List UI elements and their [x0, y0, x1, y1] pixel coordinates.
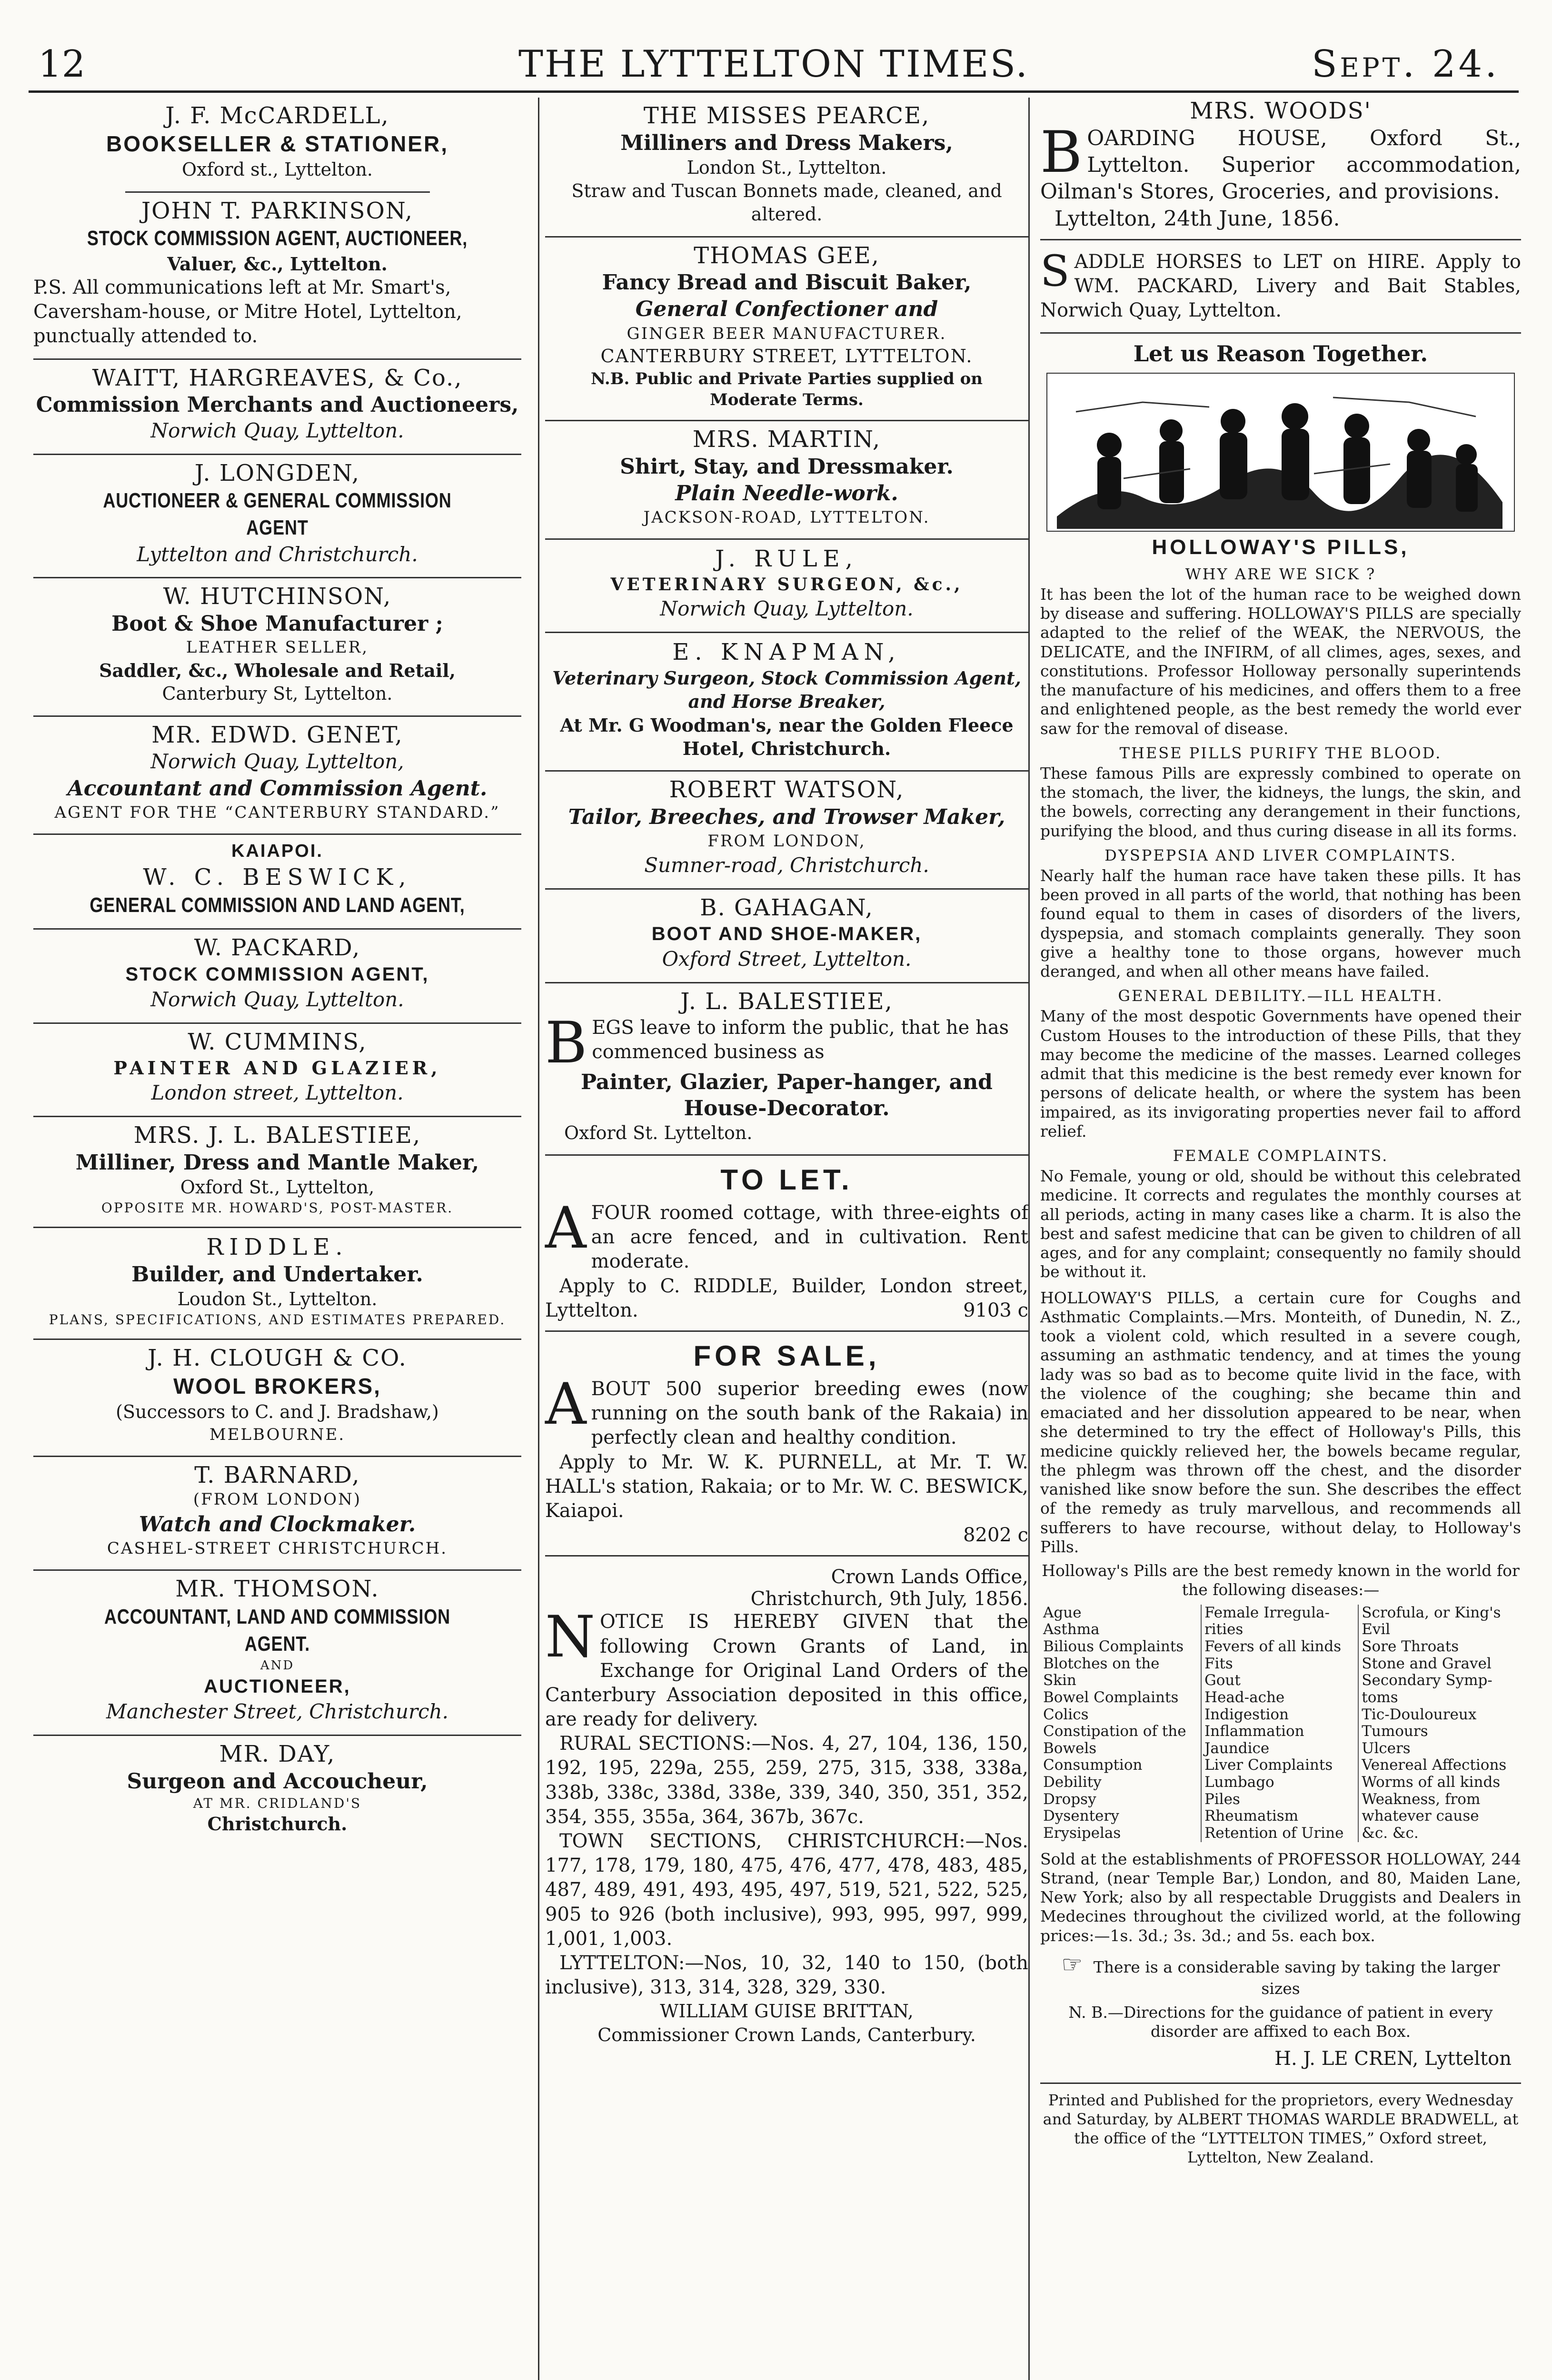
ad-address: CASHEL-STREET CHRISTCHURCH. — [107, 1539, 448, 1558]
ad-name: J. LONGDEN, — [194, 459, 360, 486]
ad-address: JACKSON-ROAD, LYTTELTON. — [643, 507, 930, 527]
ad-name: MR. DAY, — [219, 1740, 336, 1767]
disease-cell: Jaundice — [1201, 1740, 1358, 1757]
ad-line: (Successors to C. and J. Bradshaw,) — [116, 1401, 439, 1423]
ad-to-let — [545, 1156, 1028, 1330]
ad-trade: AUCTIONEER & GENERAL COMMISSION AGENT — [103, 489, 452, 540]
ad-name: W. PACKARD, — [194, 934, 361, 962]
ad-trade: Fancy Bread and Biscuit Baker, — [602, 270, 972, 295]
ad-line: Saddler, &c., Wholesale and Retail, — [99, 659, 456, 681]
section-text: Many of the most despotic Governments have opened their Custom Houses to the introduction of these Pills, that they may become the medicine of the masses. Learned colleges admit that this medicine is the best remedy ever known for persons of delicate health, or where the system has been impaired, as its invigorating properties never fail to afford relief. — [1040, 1007, 1521, 1140]
disease-cell: Erysipelas — [1040, 1825, 1201, 1842]
ad-trade: WOOL BROKERS, — [173, 1373, 381, 1398]
disease-row — [1040, 1740, 1521, 1757]
ad-ref: 9103 c — [963, 1299, 1028, 1321]
ad-rule — [545, 540, 1028, 632]
column-2 — [538, 98, 1028, 2380]
section-text: No Female, young or old, should be without this celebrated medicine. It corrects and regulates the monthly courses at all periods, acting in many cases like a charm. It is also the best and safest medicine that can be given to children of all ages, and for any complaint; consequently no family should be without it. — [1040, 1167, 1521, 1281]
ad-address: Loudon St., Lyttelton. — [177, 1288, 378, 1309]
ad-body: FOUR roomed cottage, with three-eights of an acre fenced, and in cultivation. Rent moderate. — [591, 1202, 1028, 1273]
disease-cell: Secondary Symp- — [1362, 1672, 1492, 1689]
notice-rural: RURAL SECTIONS:—Nos. 4, 27, 104, 136, 150, 192, 195, 229a, 255, 259, 275, 315, 338, 338a, 338b, 338c, 338d, 338e, 339, 340, 350, 351, 352, 354, 355, 355a, 364, 367b, 367c. — [545, 1733, 1028, 1828]
nb-note: N. B.—Directions for the guidance of patient in every disorder are affixed to each Box. — [1068, 2003, 1493, 2041]
ad-name: J. RULE, — [715, 545, 858, 572]
ad-heading: FOR SALE, — [693, 1340, 880, 1372]
disease-row — [1040, 1808, 1521, 1825]
ad-gee — [545, 238, 1028, 420]
ad-waitt — [33, 360, 521, 454]
ad-trade: Boot & Shoe Manufacturer ; — [111, 611, 443, 636]
ad-trade: Milliner, Dress and Mantle Maker, — [75, 1150, 479, 1175]
ad-name: THOMAS GEE, — [694, 242, 880, 269]
divider — [1040, 332, 1521, 334]
disease-row — [1040, 1774, 1521, 1791]
ad-line: AT MR. CRIDLAND'S — [193, 1795, 362, 1811]
ad-ref: 8202 c — [963, 1524, 1028, 1547]
ad-heading: TO LET. — [720, 1164, 853, 1196]
ad-cummins — [33, 1024, 521, 1116]
ad-address: Norwich Quay, Lyttelton. — [660, 597, 914, 621]
ad-barnard — [33, 1457, 521, 1570]
ad-woods — [1040, 98, 1521, 239]
ad-thomson — [33, 1571, 521, 1735]
disease-cell: Consumption — [1040, 1757, 1201, 1774]
disease-cell: Retention of Urine — [1201, 1825, 1358, 1842]
ad-name: W. CUMMINS, — [188, 1028, 367, 1055]
agent-name: H. J. LE CREN, Lyttelton — [1274, 2047, 1512, 2070]
ad-trade: Commission Merchants and Auctioneers, — [36, 393, 519, 417]
ad-line: PLANS, SPECIFICATIONS, AND ESTIMATES PREPARED. — [49, 1312, 506, 1328]
disease-cell: Worms of all kinds — [1362, 1774, 1501, 1791]
ad-trade: GENERAL COMMISSION AND LAND AGENT, — [90, 893, 465, 917]
disease-cell: Sore Throats — [1362, 1637, 1459, 1655]
disease-cell: Evil — [1362, 1621, 1391, 1638]
diseases-table — [1040, 1605, 1521, 1842]
disease-cell: Asthma — [1040, 1621, 1201, 1638]
ad-trade: Tailor, Breeches, and Trowser Maker, — [568, 805, 1005, 830]
ad-trade: BOOT AND SHOE-MAKER, — [651, 923, 922, 945]
notice-crown-lands — [545, 1557, 1028, 2052]
notice-body: OTICE IS HEREBY GIVEN that the following Crown Grants of Land, in Exchange for Original Land Orders of the Canterbury Association deposited in this office, are ready for delivery. — [545, 1611, 1028, 1731]
ad-address: Norwich Quay, Lyttelton, — [150, 750, 404, 774]
disease-cell: whatever cause — [1362, 1807, 1479, 1825]
ad-trade: VETERINARY SURGEON, &c., — [610, 574, 963, 595]
disease-cell: Rheumatism — [1201, 1808, 1358, 1825]
ad-name: RIDDLE. — [206, 1233, 348, 1260]
ad-trade: BOOKSELLER & STATIONER, — [106, 131, 448, 156]
ad-trade: Builder, and Undertaker. — [131, 1262, 423, 1287]
ad-line: (FROM LONDON) — [193, 1490, 362, 1509]
notice-date: Christchurch, 9th July, 1856. — [750, 1588, 1028, 1610]
ad-address: Norwich Quay, Lyttelton. — [150, 419, 404, 443]
drop-cap: B — [1040, 119, 1083, 186]
section-text: These famous Pills are expressly combined to operate on the stomach, the liver, the kidneys, the lungs, the skin, and the bowels, correcting any derangement in their functions, purifying the blood, and thus curing disease in all its forms. — [1040, 764, 1521, 840]
drop-cap: A — [545, 1195, 587, 1262]
disease-cell: Fits — [1201, 1656, 1358, 1673]
ad-balestiee — [545, 983, 1028, 1154]
disease-cell: Tic-Douloureux — [1362, 1706, 1477, 1723]
disease-row — [1040, 1638, 1521, 1656]
ad-name: WAITT, HARGREAVES, & Co., — [92, 364, 463, 391]
ad-address: Lyttelton and Christchurch. — [137, 542, 418, 566]
ad-body: EGS leave to inform the public, that he has commenced business as — [592, 1016, 1009, 1063]
ad-name: MR. EDWD. GENET, — [151, 721, 403, 748]
ad-clough — [33, 1340, 521, 1456]
ad-address: Christchurch. — [207, 1813, 348, 1835]
diseases-intro: Holloway's Pills are the best remedy known in the world for the following diseases:— — [1042, 1561, 1520, 1599]
section-heading: WHY ARE WE SICK ? — [1185, 565, 1376, 583]
notice-lyttelton: LYTTELTON:—Nos, 10, 32, 140 to 150, (both inclusive), 313, 314, 328, 329, 330. — [545, 1952, 1028, 1999]
disease-cell: Colics — [1040, 1706, 1201, 1724]
pointing-hand-icon: ☞ — [1061, 1950, 1083, 1978]
disease-cell: Scrofula, or King's — [1362, 1604, 1501, 1621]
disease-cell: Gout — [1201, 1672, 1358, 1689]
ad-address: MELBOURNE. — [209, 1425, 346, 1444]
ad-line: AGENT FOR THE “CANTERBURY STANDARD.” — [54, 803, 500, 822]
ad-martin — [545, 421, 1028, 538]
disease-cell: Lumbago — [1201, 1774, 1358, 1791]
ad-trade-2: Plain Needle-work. — [675, 481, 898, 506]
disease-row — [1040, 1706, 1521, 1724]
drop-cap: N — [545, 1604, 595, 1671]
ad-trade: Surgeon and Accoucheur, — [127, 1769, 428, 1794]
ad-trade-2: General Confectioner and — [635, 297, 938, 322]
ad-name: J. L. BALESTIEE, — [680, 988, 893, 1015]
ad-address: At Mr. G Woodman's, near the Golden Fleece Hotel, Christchurch. — [560, 714, 1014, 760]
notice-title: Commissioner Crown Lands, Canterbury. — [597, 2024, 976, 2045]
ad-trade-2: AUCTIONEER, — [204, 1676, 351, 1697]
disease-cell: Stone and Gravel — [1362, 1655, 1492, 1672]
ad-for-sale — [545, 1332, 1028, 1555]
disease-cell: Debility — [1040, 1774, 1201, 1791]
ad-subtrade: LEATHER SELLER, — [186, 637, 369, 657]
ad-name: W. HUTCHINSON, — [163, 583, 392, 610]
masthead — [29, 33, 1519, 93]
ad-trade: Milliners and Dress Makers, — [620, 130, 953, 155]
section-heading: DYSPEPSIA AND LIVER COMPLAINTS. — [1104, 846, 1457, 864]
disease-cell: Fevers of all kinds — [1201, 1638, 1358, 1656]
disease-cell: Piles — [1201, 1791, 1358, 1808]
ad-address: Sumner-road, Christchurch. — [644, 853, 929, 877]
disease-row — [1040, 1656, 1521, 1673]
ad-address: London St., Lyttelton. — [686, 157, 887, 178]
notice-signature: WILLIAM GUISE BRITTAN, — [660, 2001, 914, 2022]
ad-name: T. BARNARD, — [194, 1461, 360, 1488]
ad-mrs-balestiee — [33, 1117, 521, 1227]
ad-parkinson — [33, 193, 521, 358]
ad-trade: ACCOUNTANT, LAND AND COMMISSION AGENT. — [104, 1605, 450, 1656]
disease-row — [1040, 1825, 1521, 1842]
testimonial-text: HOLLOWAY'S PILLS, a certain cure for Coughs and Asthmatic Complaints.—Mrs. Monteith, of Dunedin, N. Z., took a violent cold, which resulted in a severe cough, assuming an asthmatic tendency, and at times the young lady was so bad as to become quite livid in the face, with the violence of the coughing; she became thin and emaciated and her dissolution appeared to be near, when she determined to try the effect of Holloway's Pills, this medicine quickly relieved her, the bowels became regular, the phlegm was thrown off the chest, and the disorder vanished like snow before the sun. She describes the effect of the remedy as truly marvellous, and recommends all sufferers to have recourse, without delay, to Holloway's Pills. — [1040, 1288, 1521, 1556]
newspaper-title: THE LYTTELTON TIMES. — [518, 43, 1029, 86]
disease-cell: toms — [1362, 1688, 1398, 1706]
holloway-title: HOLLOWAY'S PILLS, — [1152, 535, 1410, 559]
ad-genet — [33, 717, 521, 833]
ad-body: OARDING HOUSE, Oxford St., Lyttelton. Superior accommodation, Oilman's Stores, Groceries, and provisions. — [1040, 126, 1521, 204]
ad-trade: Painter, Glazier, Paper-hanger, and House-Decorator. — [581, 1070, 993, 1121]
ad-address: CANTERBURY STREET, LYTTELTON. — [600, 346, 973, 367]
ad-line: OPPOSITE MR. HOWARD'S, POST-MASTER. — [101, 1200, 454, 1216]
notice-town: TOWN SECTIONS, CHRISTCHURCH:—Nos. 177, 178, 179, 180, 475, 476, 477, 478, 483, 485, 487, 489, 491, 493, 495, 497, 519, 521, 522, 525, 905 to 926 (both inclusive), 993, 995, 997, 999, 1,001, 1,003. — [545, 1830, 1028, 1950]
ad-trade: Watch and Clockmaker. — [139, 1512, 416, 1537]
disease-cell: Tumours — [1362, 1723, 1428, 1740]
ad-name: MRS. WOODS' — [1190, 98, 1372, 124]
ad-name: JOHN T. PARKINSON, — [141, 197, 414, 224]
ad-address: Oxford Street, Lyttelton. — [662, 947, 912, 971]
section-heading: THESE PILLS PURIFY THE BLOOD. — [1119, 744, 1442, 762]
disease-cell: rities — [1201, 1621, 1358, 1638]
ad-name: E. KNAPMAN, — [672, 639, 901, 666]
ad-mccardell — [33, 98, 521, 191]
ad-knapman — [545, 633, 1028, 770]
ad-body: BOUT 500 superior breeding ewes (now running on the south bank of the Rakaia) in perfectly clean and healthy condition. — [591, 1378, 1028, 1449]
disease-cell: Ague — [1040, 1605, 1201, 1622]
notice-office: Crown Lands Office, — [831, 1566, 1028, 1588]
disease-cell: Bowel Complaints — [1040, 1689, 1201, 1706]
drop-cap: S — [1040, 246, 1070, 296]
disease-row — [1040, 1689, 1521, 1706]
ad-line: FROM LONDON, — [707, 832, 866, 851]
ad-packard — [33, 930, 521, 1022]
ad-pearce — [545, 98, 1028, 236]
ad-name: W. C. BESWICK, — [143, 864, 412, 891]
disease-cell: Liver Complaints — [1201, 1757, 1358, 1774]
disease-row — [1040, 1672, 1521, 1689]
disease-cell: Venereal Affections — [1362, 1756, 1507, 1774]
ad-address: Oxford St., Lyttelton, — [180, 1176, 375, 1198]
ad-trade: STOCK COMMISSION AGENT, — [125, 963, 429, 985]
ad-holloway — [1040, 340, 1521, 2071]
column-3 — [1028, 98, 1521, 2380]
disease-cell: Blotches on the — [1040, 1656, 1201, 1673]
ad-beswick — [33, 835, 521, 929]
drop-cap: A — [545, 1371, 587, 1438]
ad-day — [33, 1736, 521, 1845]
ad-watson — [545, 772, 1028, 888]
disease-cell: &c. &c. — [1362, 1824, 1419, 1842]
holloway-slogan: Let us Reason Together. — [1133, 341, 1428, 367]
sales-text: Sold at the establishments of PROFESSOR HOLLOWAY, 244 Strand, (near Temple Bar,) London, and 80, Maiden Lane, New York; also by all respectable Druggists and Dealers in Medecines throughout the civilized world, at the following prices:—1s. 3d.; 3s. 3d.; and 5s. each box. — [1040, 1849, 1521, 1945]
ad-gahagan — [545, 890, 1028, 982]
ad-address: Oxford St. Lyttelton. — [564, 1122, 753, 1143]
saving-note: There is a considerable saving by taking the larger sizes — [1093, 1957, 1500, 1998]
ad-address: Oxford st., Lyttelton. — [181, 159, 373, 180]
disease-cell: Head-ache — [1201, 1689, 1358, 1706]
holloway-illustration — [1046, 373, 1515, 532]
disease-row — [1040, 1757, 1521, 1774]
ad-name: B. GAHAGAN, — [700, 894, 874, 921]
ad-address: Manchester Street, Christchurch. — [106, 1700, 448, 1724]
disease-cell: Female Irregula- — [1201, 1605, 1358, 1622]
ad-saddle-horses — [1040, 240, 1521, 333]
section-text: Nearly half the human race have taken these pills. It has been proved in all parts of the world, that nothing has been found equal to them in cases of disorders of the livers, dyspepsia, and stomach complaints generally. They soon give a healthy tone to those organs, however much deranged, and when all other means have failed. — [1040, 866, 1521, 981]
ad-line: Straw and Tuscan Bonnets made, cleaned, and altered. — [571, 180, 1002, 225]
ad-date: Lyttelton, 24th June, 1856. — [1055, 206, 1340, 231]
section-heading: GENERAL DEBILITY.—ILL HEALTH. — [1118, 987, 1443, 1005]
printer-imprint: Printed and Published for the proprietors, every Wednesday and Saturday, by ALBERT THOMAS WARDLE BRADWELL, at the office of the “LYTTELTON TIMES,” Oxford street, Lyttelton, New Zealand. — [1040, 2082, 1521, 2167]
disease-cell: Bilious Complaints — [1040, 1638, 1201, 1656]
ad-trade: STOCK COMMISSION AGENT, AUCTIONEER, — [87, 227, 468, 250]
drop-cap: B — [545, 1010, 587, 1076]
ad-address: Canterbury St, Lyttelton. — [162, 683, 393, 704]
page-number: 12 — [38, 43, 86, 86]
ad-note: N.B. Public and Private Parties supplied on Moderate Terms. — [590, 369, 983, 410]
disease-row — [1040, 1605, 1521, 1622]
ad-address: London street, Lyttelton. — [151, 1081, 404, 1105]
ad-trade: Accountant and Commission Agent. — [67, 776, 487, 801]
illustration-crowd — [1047, 374, 1512, 529]
ad-trade: Veterinary Surgeon, Stock Commission Agent, — [552, 667, 1021, 689]
disease-cell: Dysentery — [1040, 1808, 1201, 1825]
ad-name: MRS. MARTIN, — [692, 426, 881, 453]
issue-date: Sept. 24. — [1312, 43, 1500, 86]
disease-cell: Ulcers — [1362, 1739, 1411, 1757]
ad-trade-2: and Horse Breaker, — [688, 691, 885, 713]
ad-line: AND — [260, 1658, 295, 1673]
ad-hutchinson — [33, 578, 521, 715]
ad-name: J. H. CLOUGH & CO. — [148, 1345, 407, 1372]
section-text: It has been the lot of the human race to be weighed down by disease and suffering. HOLLOWAY'S PILLS are specially adapted to the relief of the WEAK, the NERVOUS, the DELICATE, and the INFIRM, of all climes, ages, sexes, and constitutions. Professor Holloway personally superintends the manufacture of his medicines, and offers them to a free and enlightened people, as the best remedy the world ever saw for the removal of disease. — [1040, 585, 1521, 738]
ad-riddle — [33, 1228, 521, 1339]
ad-name: J. F. McCARDELL, — [165, 102, 389, 129]
ad-name: THE MISSES PEARCE, — [643, 102, 930, 129]
ad-apply: Apply to C. RIDDLE, Builder, London street, Lyttelton. — [545, 1275, 1028, 1321]
ad-body: ADDLE HORSES to LET on HIRE. Apply to WM. PACKARD, Livery and Bait Stables, Norwich Quay, Lyttelton. — [1040, 250, 1521, 322]
ad-trade: Shirt, Stay, and Dressmaker. — [620, 454, 954, 479]
disease-cell: Inflammation — [1201, 1723, 1358, 1740]
ad-name: MR. THOMSON. — [175, 1576, 379, 1603]
disease-cell: Indigestion — [1201, 1706, 1358, 1724]
ad-address: Norwich Quay, Lyttelton. — [150, 987, 404, 1011]
column-1 — [33, 98, 521, 2380]
ad-apply: Apply to Mr. W. K. PURNELL, at Mr. T. W. HALL's station, Rakaia; or to Mr. W. C. BESWICK, Kaiapoi. — [545, 1451, 1028, 1522]
ad-longden — [33, 455, 521, 577]
disease-row — [1040, 1791, 1521, 1808]
ad-name: MRS. J. L. BALESTIEE, — [133, 1122, 421, 1149]
ad-name: ROBERT WATSON, — [669, 776, 905, 803]
disease-cell: Weakness, from — [1362, 1790, 1481, 1808]
ad-trade: PAINTER AND GLAZIER, — [113, 1057, 441, 1079]
ad-note: P.S. All communications left at Mr. Smart's, Caversham-house, or Mitre Hotel, Lyttelton, punctually attended to. — [33, 276, 462, 347]
ad-place: KAIAPOI. — [231, 841, 323, 861]
disease-cell: Constipation of the — [1040, 1723, 1201, 1740]
disease-cell: Bowels — [1040, 1740, 1201, 1757]
disease-row — [1040, 1621, 1521, 1638]
ad-line: GINGER BEER MANUFACTURER. — [627, 324, 947, 343]
disease-row — [1040, 1723, 1521, 1740]
disease-cell: Skin — [1040, 1672, 1201, 1689]
disease-cell: Dropsy — [1040, 1791, 1201, 1808]
ad-address: Valuer, &c., Lyttelton. — [167, 253, 388, 275]
section-heading: FEMALE COMPLAINTS. — [1173, 1147, 1389, 1165]
